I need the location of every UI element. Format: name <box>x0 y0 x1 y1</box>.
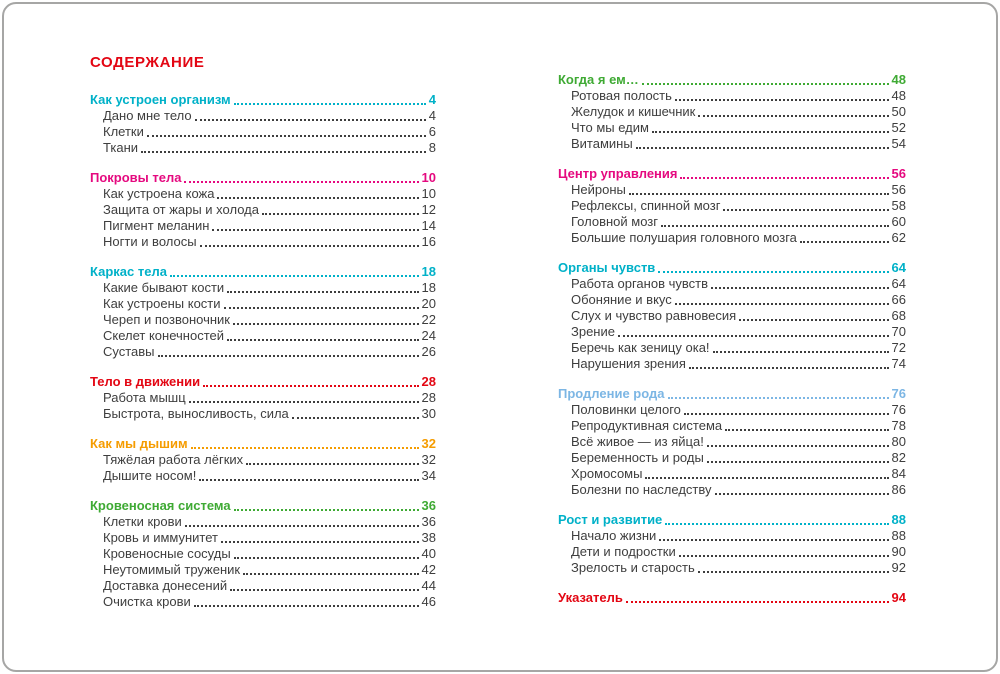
section-page-number: 10 <box>421 170 436 185</box>
item-label: Клетки крови <box>103 514 182 529</box>
toc-title: СОДЕРЖАНИЕ <box>90 54 205 71</box>
section-header <box>558 72 906 88</box>
section-header <box>90 374 436 390</box>
dot-leader <box>679 555 889 557</box>
item-label: Репродуктивная система <box>571 418 723 433</box>
section-page-number: 94 <box>891 590 906 605</box>
toc-item <box>90 328 436 344</box>
section-page-number: 56 <box>891 166 906 181</box>
toc-item <box>558 198 906 214</box>
toc-column-right <box>558 72 906 620</box>
dot-leader <box>618 335 889 337</box>
item-page-number: 34 <box>421 468 436 483</box>
item-label: Нейроны <box>571 182 626 197</box>
item-page-number: 56 <box>891 182 906 197</box>
section-title: Как устроен организм <box>90 92 231 107</box>
item-page-number: 6 <box>428 124 436 139</box>
toc-item <box>558 466 906 482</box>
item-page-number: 4 <box>428 108 436 123</box>
toc-item <box>558 182 906 198</box>
section-title: Покровы тела <box>90 170 182 185</box>
item-page-number: 76 <box>891 402 906 417</box>
dot-leader <box>147 135 426 137</box>
section-page-number: 32 <box>421 436 436 451</box>
section-header <box>90 170 436 186</box>
toc-item <box>90 312 436 328</box>
item-page-number: 36 <box>421 514 436 529</box>
item-label: Болезни по наследству <box>571 482 712 497</box>
section-header <box>558 386 906 402</box>
section-page-number: 28 <box>421 374 436 389</box>
section-title: Продление рода <box>558 386 665 401</box>
dot-leader <box>675 99 889 101</box>
dot-leader <box>221 541 419 543</box>
section-title: Рост и развитие <box>558 512 663 527</box>
toc-item <box>558 88 906 104</box>
section-title: Как мы дышим <box>90 436 188 451</box>
item-label: Кровеносные сосуды <box>103 546 231 561</box>
item-page-number: 22 <box>421 312 436 327</box>
item-page-number: 88 <box>891 528 906 543</box>
item-label: Зрение <box>571 324 615 339</box>
item-label: Начало жизни <box>571 528 657 543</box>
toc-item <box>558 136 906 152</box>
section-page-number: 76 <box>891 386 906 401</box>
dot-leader <box>246 463 418 465</box>
item-label: Половинки целого <box>571 402 681 417</box>
toc-item <box>558 402 906 418</box>
item-page-number: 12 <box>421 202 436 217</box>
dot-leader <box>713 351 889 353</box>
toc-section <box>558 72 906 152</box>
toc-item <box>90 218 436 234</box>
item-page-number: 10 <box>421 186 436 201</box>
item-label: Обоняние и вкус <box>571 292 672 307</box>
item-page-number: 86 <box>891 482 906 497</box>
toc-item <box>558 544 906 560</box>
dot-leader <box>170 275 419 277</box>
dot-leader <box>689 367 889 369</box>
section-header <box>90 264 436 280</box>
section-header <box>558 590 906 606</box>
section-page-number: 64 <box>891 260 906 275</box>
toc-item <box>90 406 436 422</box>
section-header <box>90 498 436 514</box>
dot-leader <box>189 401 419 403</box>
item-page-number: 52 <box>891 120 906 135</box>
dot-leader <box>224 307 419 309</box>
item-page-number: 74 <box>891 356 906 371</box>
dot-leader <box>739 319 888 321</box>
item-label: Клетки <box>103 124 144 139</box>
item-page-number: 24 <box>421 328 436 343</box>
toc-item <box>558 418 906 434</box>
item-label: Кровь и иммунитет <box>103 530 218 545</box>
section-title: Тело в движении <box>90 374 201 389</box>
item-label: Нарушения зрения <box>571 356 686 371</box>
dot-leader <box>636 147 889 149</box>
section-title: Органы чувств <box>558 260 656 275</box>
dot-leader <box>684 413 889 415</box>
dot-leader <box>217 197 418 199</box>
item-label: Неутомимый труженик <box>103 562 241 577</box>
item-label: Ногти и волосы <box>103 234 197 249</box>
toc-item <box>90 530 436 546</box>
toc-item <box>558 434 906 450</box>
dot-leader <box>711 287 889 289</box>
toc-item <box>558 276 906 292</box>
dot-leader <box>230 589 418 591</box>
item-label: Желудок и кишечник <box>571 104 696 119</box>
dot-leader <box>292 417 419 419</box>
item-label: Как устроена кожа <box>103 186 215 201</box>
item-page-number: 54 <box>891 136 906 151</box>
toc-item <box>90 594 436 610</box>
item-page-number: 30 <box>421 406 436 421</box>
item-page-number: 8 <box>428 140 436 155</box>
dot-leader <box>184 181 418 183</box>
item-label: Дышите носом! <box>103 468 197 483</box>
section-title: Каркас тела <box>90 264 167 279</box>
section-header <box>558 166 906 182</box>
toc-item <box>90 344 436 360</box>
dot-leader <box>723 209 888 211</box>
toc-item <box>558 324 906 340</box>
item-label: Работа мышц <box>103 390 186 405</box>
item-label: Большие полушария головного мозга <box>571 230 797 245</box>
item-label: Ротовая полость <box>571 88 672 103</box>
dot-leader <box>658 271 888 273</box>
dot-leader <box>668 397 889 399</box>
item-label: Слух и чувство равновесия <box>571 308 737 323</box>
item-page-number: 20 <box>421 296 436 311</box>
dot-leader <box>707 445 889 447</box>
toc-item <box>90 186 436 202</box>
item-label: Беременность и роды <box>571 450 704 465</box>
section-header <box>558 512 906 528</box>
item-label: Витамины <box>571 136 633 151</box>
toc-item <box>90 578 436 594</box>
dot-leader <box>626 601 889 603</box>
dot-leader <box>725 429 888 431</box>
toc-section <box>558 512 906 576</box>
item-label: Дети и подростки <box>571 544 676 559</box>
toc-item <box>558 482 906 498</box>
dot-leader <box>243 573 418 575</box>
dot-leader <box>652 131 889 133</box>
toc-item <box>558 230 906 246</box>
toc-item <box>558 528 906 544</box>
item-label: Работа органов чувств <box>571 276 708 291</box>
item-label: Тяжёлая работа лёгких <box>103 452 244 467</box>
item-page-number: 68 <box>891 308 906 323</box>
item-label: Всё живое — из яйца! <box>571 434 704 449</box>
dot-leader <box>194 605 419 607</box>
dot-leader <box>661 225 889 227</box>
item-page-number: 48 <box>891 88 906 103</box>
item-page-number: 92 <box>891 560 906 575</box>
item-page-number: 50 <box>891 104 906 119</box>
dot-leader <box>698 571 889 573</box>
item-label: Дано мне тело <box>103 108 192 123</box>
toc-section <box>90 264 436 360</box>
item-page-number: 90 <box>891 544 906 559</box>
section-title: Когда я ем… <box>558 72 639 87</box>
toc-item <box>558 308 906 324</box>
toc-column-left <box>90 92 436 624</box>
item-page-number: 62 <box>891 230 906 245</box>
item-label: Череп и позвоночник <box>103 312 230 327</box>
item-label: Рефлексы, спинной мозг <box>571 198 721 213</box>
toc-section <box>558 260 906 372</box>
toc-item <box>90 280 436 296</box>
toc-item <box>90 140 436 156</box>
item-page-number: 16 <box>421 234 436 249</box>
section-title: Кровеносная система <box>90 498 231 513</box>
dot-leader <box>200 245 419 247</box>
dot-leader <box>234 103 426 105</box>
dot-leader <box>698 115 888 117</box>
item-label: Доставка донесений <box>103 578 228 593</box>
toc-item <box>558 104 906 120</box>
dot-leader <box>233 323 419 325</box>
dot-leader <box>659 539 888 541</box>
toc-section <box>90 374 436 422</box>
item-page-number: 26 <box>421 344 436 359</box>
item-label: Хромосомы <box>571 466 643 481</box>
toc-item <box>558 356 906 372</box>
toc-item <box>90 390 436 406</box>
toc-item <box>558 120 906 136</box>
item-label: Суставы <box>103 344 155 359</box>
dot-leader <box>800 241 889 243</box>
dot-leader <box>665 523 888 525</box>
item-page-number: 82 <box>891 450 906 465</box>
item-page-number: 42 <box>421 562 436 577</box>
dot-leader <box>185 525 419 527</box>
dot-leader <box>158 355 419 357</box>
item-page-number: 44 <box>421 578 436 593</box>
dot-leader <box>191 447 419 449</box>
dot-leader <box>227 339 419 341</box>
toc-section <box>558 386 906 498</box>
item-page-number: 14 <box>421 218 436 233</box>
item-page-number: 32 <box>421 452 436 467</box>
toc-item <box>90 296 436 312</box>
item-page-number: 78 <box>891 418 906 433</box>
dot-leader <box>642 83 889 85</box>
dot-leader <box>212 229 418 231</box>
section-page-number: 88 <box>891 512 906 527</box>
item-label: Защита от жары и холода <box>103 202 259 217</box>
item-page-number: 58 <box>891 198 906 213</box>
dot-leader <box>141 151 426 153</box>
item-label: Беречь как зеницу ока! <box>571 340 710 355</box>
item-page-number: 64 <box>891 276 906 291</box>
toc-item <box>558 560 906 576</box>
item-label: Что мы едим <box>571 120 649 135</box>
toc-item <box>90 468 436 484</box>
dot-leader <box>707 461 889 463</box>
item-label: Как устроены кости <box>103 296 221 311</box>
dot-leader <box>227 291 418 293</box>
dot-leader <box>629 193 889 195</box>
section-title: Указатель <box>558 590 623 605</box>
toc-item <box>90 124 436 140</box>
section-page-number: 36 <box>421 498 436 513</box>
toc-item <box>558 292 906 308</box>
toc-item <box>90 562 436 578</box>
item-page-number: 66 <box>891 292 906 307</box>
dot-leader <box>199 479 418 481</box>
section-page-number: 48 <box>891 72 906 87</box>
toc-section <box>558 590 906 606</box>
dot-leader <box>203 385 418 387</box>
section-page-number: 4 <box>428 92 436 107</box>
item-page-number: 28 <box>421 390 436 405</box>
dot-leader <box>715 493 889 495</box>
toc-section <box>90 436 436 484</box>
toc-item <box>90 546 436 562</box>
item-page-number: 84 <box>891 466 906 481</box>
item-label: Ткани <box>103 140 139 155</box>
dot-leader <box>675 303 889 305</box>
item-page-number: 18 <box>421 280 436 295</box>
toc-section <box>90 498 436 610</box>
toc-item <box>90 108 436 124</box>
item-page-number: 72 <box>891 340 906 355</box>
dot-leader <box>195 119 426 121</box>
section-header <box>90 92 436 108</box>
item-label: Какие бывают кости <box>103 280 225 295</box>
item-page-number: 80 <box>891 434 906 449</box>
dot-leader <box>234 557 419 559</box>
toc-item <box>90 202 436 218</box>
toc-item <box>90 234 436 250</box>
item-page-number: 70 <box>891 324 906 339</box>
item-page-number: 40 <box>421 546 436 561</box>
item-page-number: 60 <box>891 214 906 229</box>
item-label: Пигмент меланин <box>103 218 210 233</box>
toc-item <box>558 214 906 230</box>
toc-section <box>558 166 906 246</box>
section-page-number: 18 <box>421 264 436 279</box>
dot-leader <box>680 177 888 179</box>
dot-leader <box>262 213 419 215</box>
item-label: Зрелость и старость <box>571 560 695 575</box>
section-header <box>558 260 906 276</box>
toc-item <box>558 340 906 356</box>
toc-item <box>90 514 436 530</box>
dot-leader <box>234 509 419 511</box>
item-label: Быстрота, выносливость, сила <box>103 406 289 421</box>
item-page-number: 38 <box>421 530 436 545</box>
toc-item <box>90 452 436 468</box>
toc-item <box>558 450 906 466</box>
section-header <box>90 436 436 452</box>
item-page-number: 46 <box>421 594 436 609</box>
item-label: Скелет конечностей <box>103 328 224 343</box>
dot-leader <box>645 477 888 479</box>
item-label: Головной мозг <box>571 214 658 229</box>
section-title: Центр управления <box>558 166 678 181</box>
toc-section <box>90 170 436 250</box>
item-label: Очистка крови <box>103 594 191 609</box>
toc-section <box>90 92 436 156</box>
